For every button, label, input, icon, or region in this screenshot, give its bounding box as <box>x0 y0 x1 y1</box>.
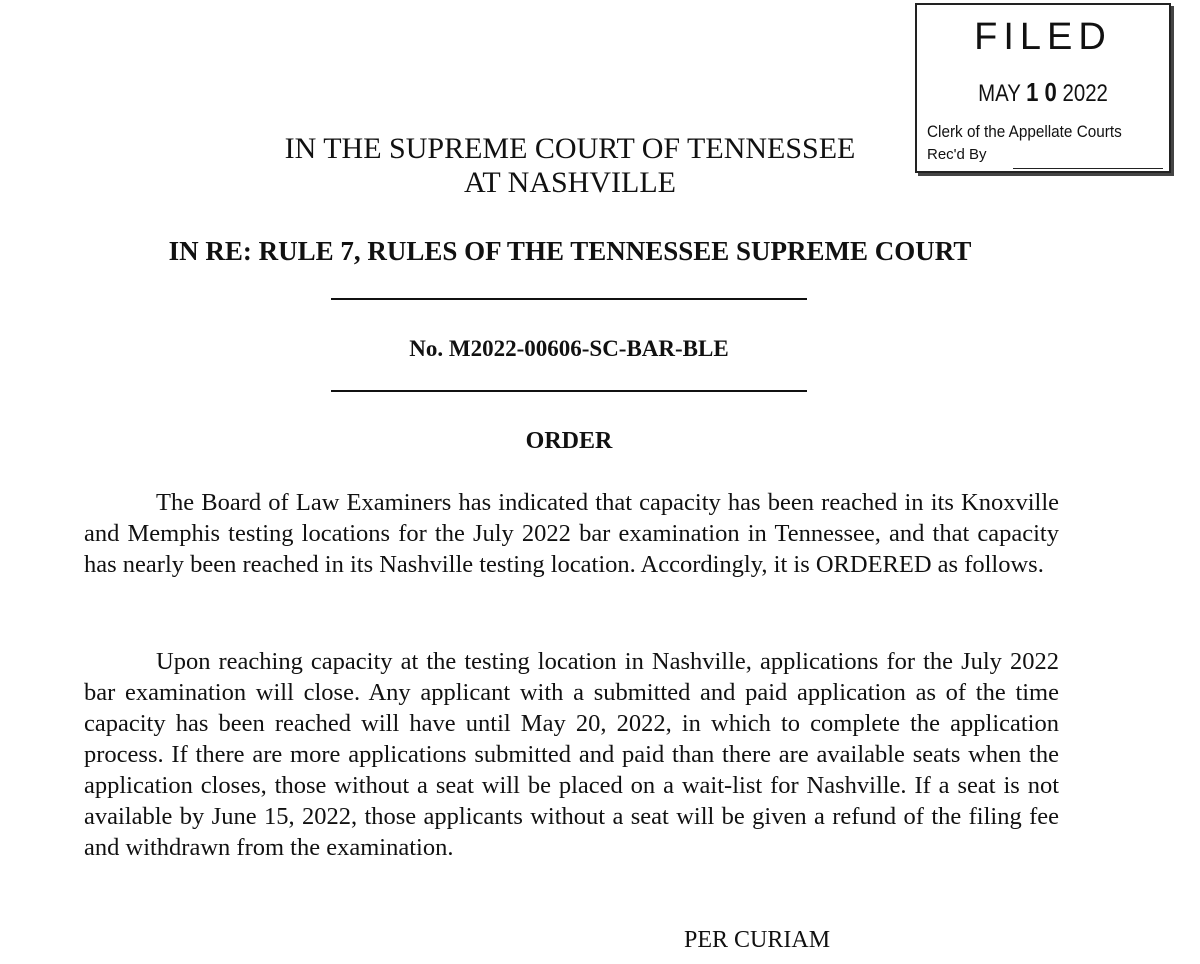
docket-number: No. M2022-00606-SC-BAR-BLE <box>409 336 729 361</box>
stamp-date-day: 1 0 <box>1026 77 1057 107</box>
court-location: AT NASHVILLE <box>464 166 676 199</box>
court-heading <box>200 132 940 200</box>
filed-stamp <box>915 3 1171 173</box>
order-paragraph-2: Upon reaching capacity at the testing location in Nashville, applications for the July 2022 bar examination will close. Any applicant with a submitted and paid application as of the time capacity has been reached will have until May 20, 2022, in which to complete the application process. If there are more applications submitted and paid than there are available seats when the application closes, those without a seat will be placed on a wait-list for Nashville. If a seat is not available by June 15, 2022, those applicants without a seat will be given a refund of the filing fee and withdrawn from the examination. <box>84 648 1059 861</box>
stamp-filed-label: FILED <box>974 16 1112 58</box>
court-name: IN THE SUPREME COURT OF TENNESSEE <box>284 132 856 165</box>
divider-top <box>331 298 807 300</box>
divider-bottom <box>331 390 807 392</box>
stamp-date <box>936 77 1150 109</box>
stamp-date-month: MAY <box>978 80 1021 107</box>
stamp-clerk-label: Clerk of the Appellate Courts <box>927 122 1122 141</box>
order-title: ORDER <box>525 428 613 454</box>
in-re-title: IN RE: RULE 7, RULES OF THE TENNESSEE SUPREME COURT <box>168 236 972 266</box>
order-paragraph-1: The Board of Law Examiners has indicated that capacity has been reached in its Knoxville and Memphis testing locations for the July 2022 bar examination in Tennessee, and that capacity has nearly been reached in its Nashville testing location. Accordingly, it is ORDERED as follows. <box>84 489 1059 578</box>
stamp-date-year: 2022 <box>1062 80 1108 107</box>
stamp-recd-by-label: Rec'd By <box>927 146 987 163</box>
per-curiam-signature: PER CURIAM <box>684 927 831 953</box>
stamp-signature-line <box>1013 168 1163 169</box>
